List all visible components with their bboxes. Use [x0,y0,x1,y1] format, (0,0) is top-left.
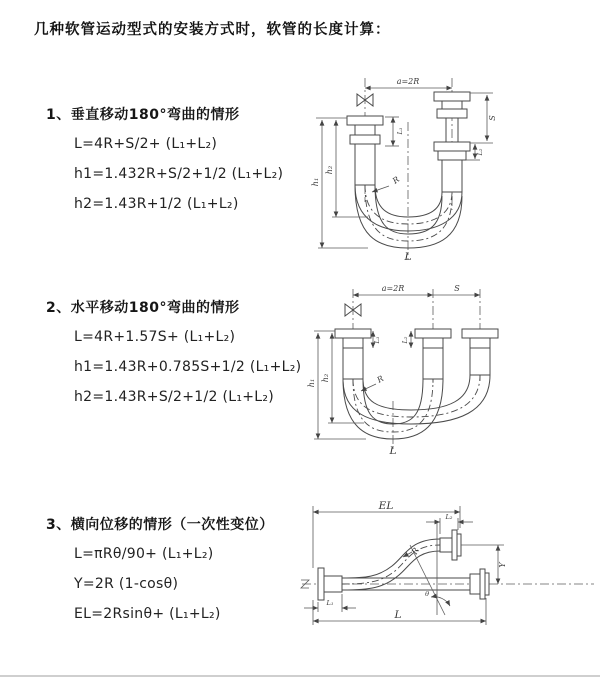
dim-l1-label: L₁ [373,336,381,344]
radius-label: R [390,174,402,186]
dim-h2-label: h₂ [325,165,334,175]
dim-el-label: EL [378,500,394,512]
dim-h2-label: h₂ [321,373,330,383]
page-title: 几种软管运动型式的安装方式时，软管的长度计算： [34,22,391,38]
dim-a-label: a=2R [396,77,420,86]
radius-callout [372,175,401,192]
section-1-formula-h2: h2=1.43R+1/2 (L₁+L₂) [74,196,239,212]
braid-section [423,348,443,379]
left-flange-fitting [318,568,342,600]
section-1-heading: 1、垂直移动180°弯曲的情形 [46,107,240,123]
radius-callout [403,546,421,557]
section-1-formula-L: L=4R+S/2+ (L₁+L₂) [74,136,218,152]
dim-h1-label: h₁ [307,378,316,388]
section-2-formula-h1: h1=1.43R+0.785S+1/2 (L₁+L₂) [74,359,302,375]
dim-el [313,500,460,568]
radius-label: R [375,373,386,385]
left-flange-fitting [347,116,383,185]
section-3-formula-EL: EL=2Rsinθ+ (L₁+L₂) [74,606,221,622]
dim-s-label: S [454,284,460,293]
dim-l1 [304,594,356,612]
length-label: L [389,445,397,457]
section-2-heading: 2、水平移动180°弯曲的情形 [46,300,240,316]
diagram-vertical-180-bend [306,70,516,265]
dim-s-label: S [488,115,497,121]
right-flange-fitting [462,329,498,375]
length-label: L [394,609,402,621]
dim-y-label: Y [498,562,507,568]
centerlines [365,78,452,260]
dim-a-2r [365,77,452,88]
dim-l1-label: L₁ [396,127,404,135]
dim-h1-label: h₁ [311,177,320,187]
dim-l1 [373,331,381,348]
section-2-formula-h2: h2=1.43R+S/2+1/2 (L₁+L₂) [74,389,275,405]
section-3-formula-Y: Y=2R (1-cosθ) [74,576,179,592]
dim-l2-label: L₂ [401,336,409,344]
section-1-formula-h1: h1=1.432R+S/2+1/2 (L₁+L₂) [74,166,284,182]
braid-section [442,160,462,192]
middle-flange-fitting [415,329,451,379]
dim-l [313,598,486,625]
left-flange-fitting [335,329,371,379]
right-flange-lower [434,142,470,192]
braid-section [470,348,490,375]
dim-l2-label: L₂ [476,148,484,156]
diagram-horizontal-180-bend [306,283,521,458]
angle-construction [410,522,450,615]
dim-l1-label: L₁ [326,599,334,607]
section-3-heading: 3、横向位移的情形（一次性变位） [46,517,274,533]
angle-label: θ [425,590,429,598]
dim-l2 [401,331,411,348]
length-label: L [404,251,412,263]
dim-l1 [385,117,404,146]
radius-label: R [410,546,421,557]
centerlines [353,289,480,449]
braid-section [355,144,375,185]
diagram-lateral-offset [298,494,598,644]
section-2-formula-L: L=4R+1.57S+ (L₁+L₂) [74,329,236,345]
section-3-formula-L: L=πRθ/90+ (L₁+L₂) [74,546,214,562]
straight-hose-original-position [342,569,489,599]
dim-l2 [426,513,473,534]
braid-section [343,348,363,379]
radius-callout [361,374,385,391]
curved-hose-displaced [342,530,461,590]
dim-a-2r [353,284,480,295]
dim-l2-label: L₂ [445,513,453,521]
dim-s [470,93,497,143]
dim-a-label: a=2R [381,284,405,293]
